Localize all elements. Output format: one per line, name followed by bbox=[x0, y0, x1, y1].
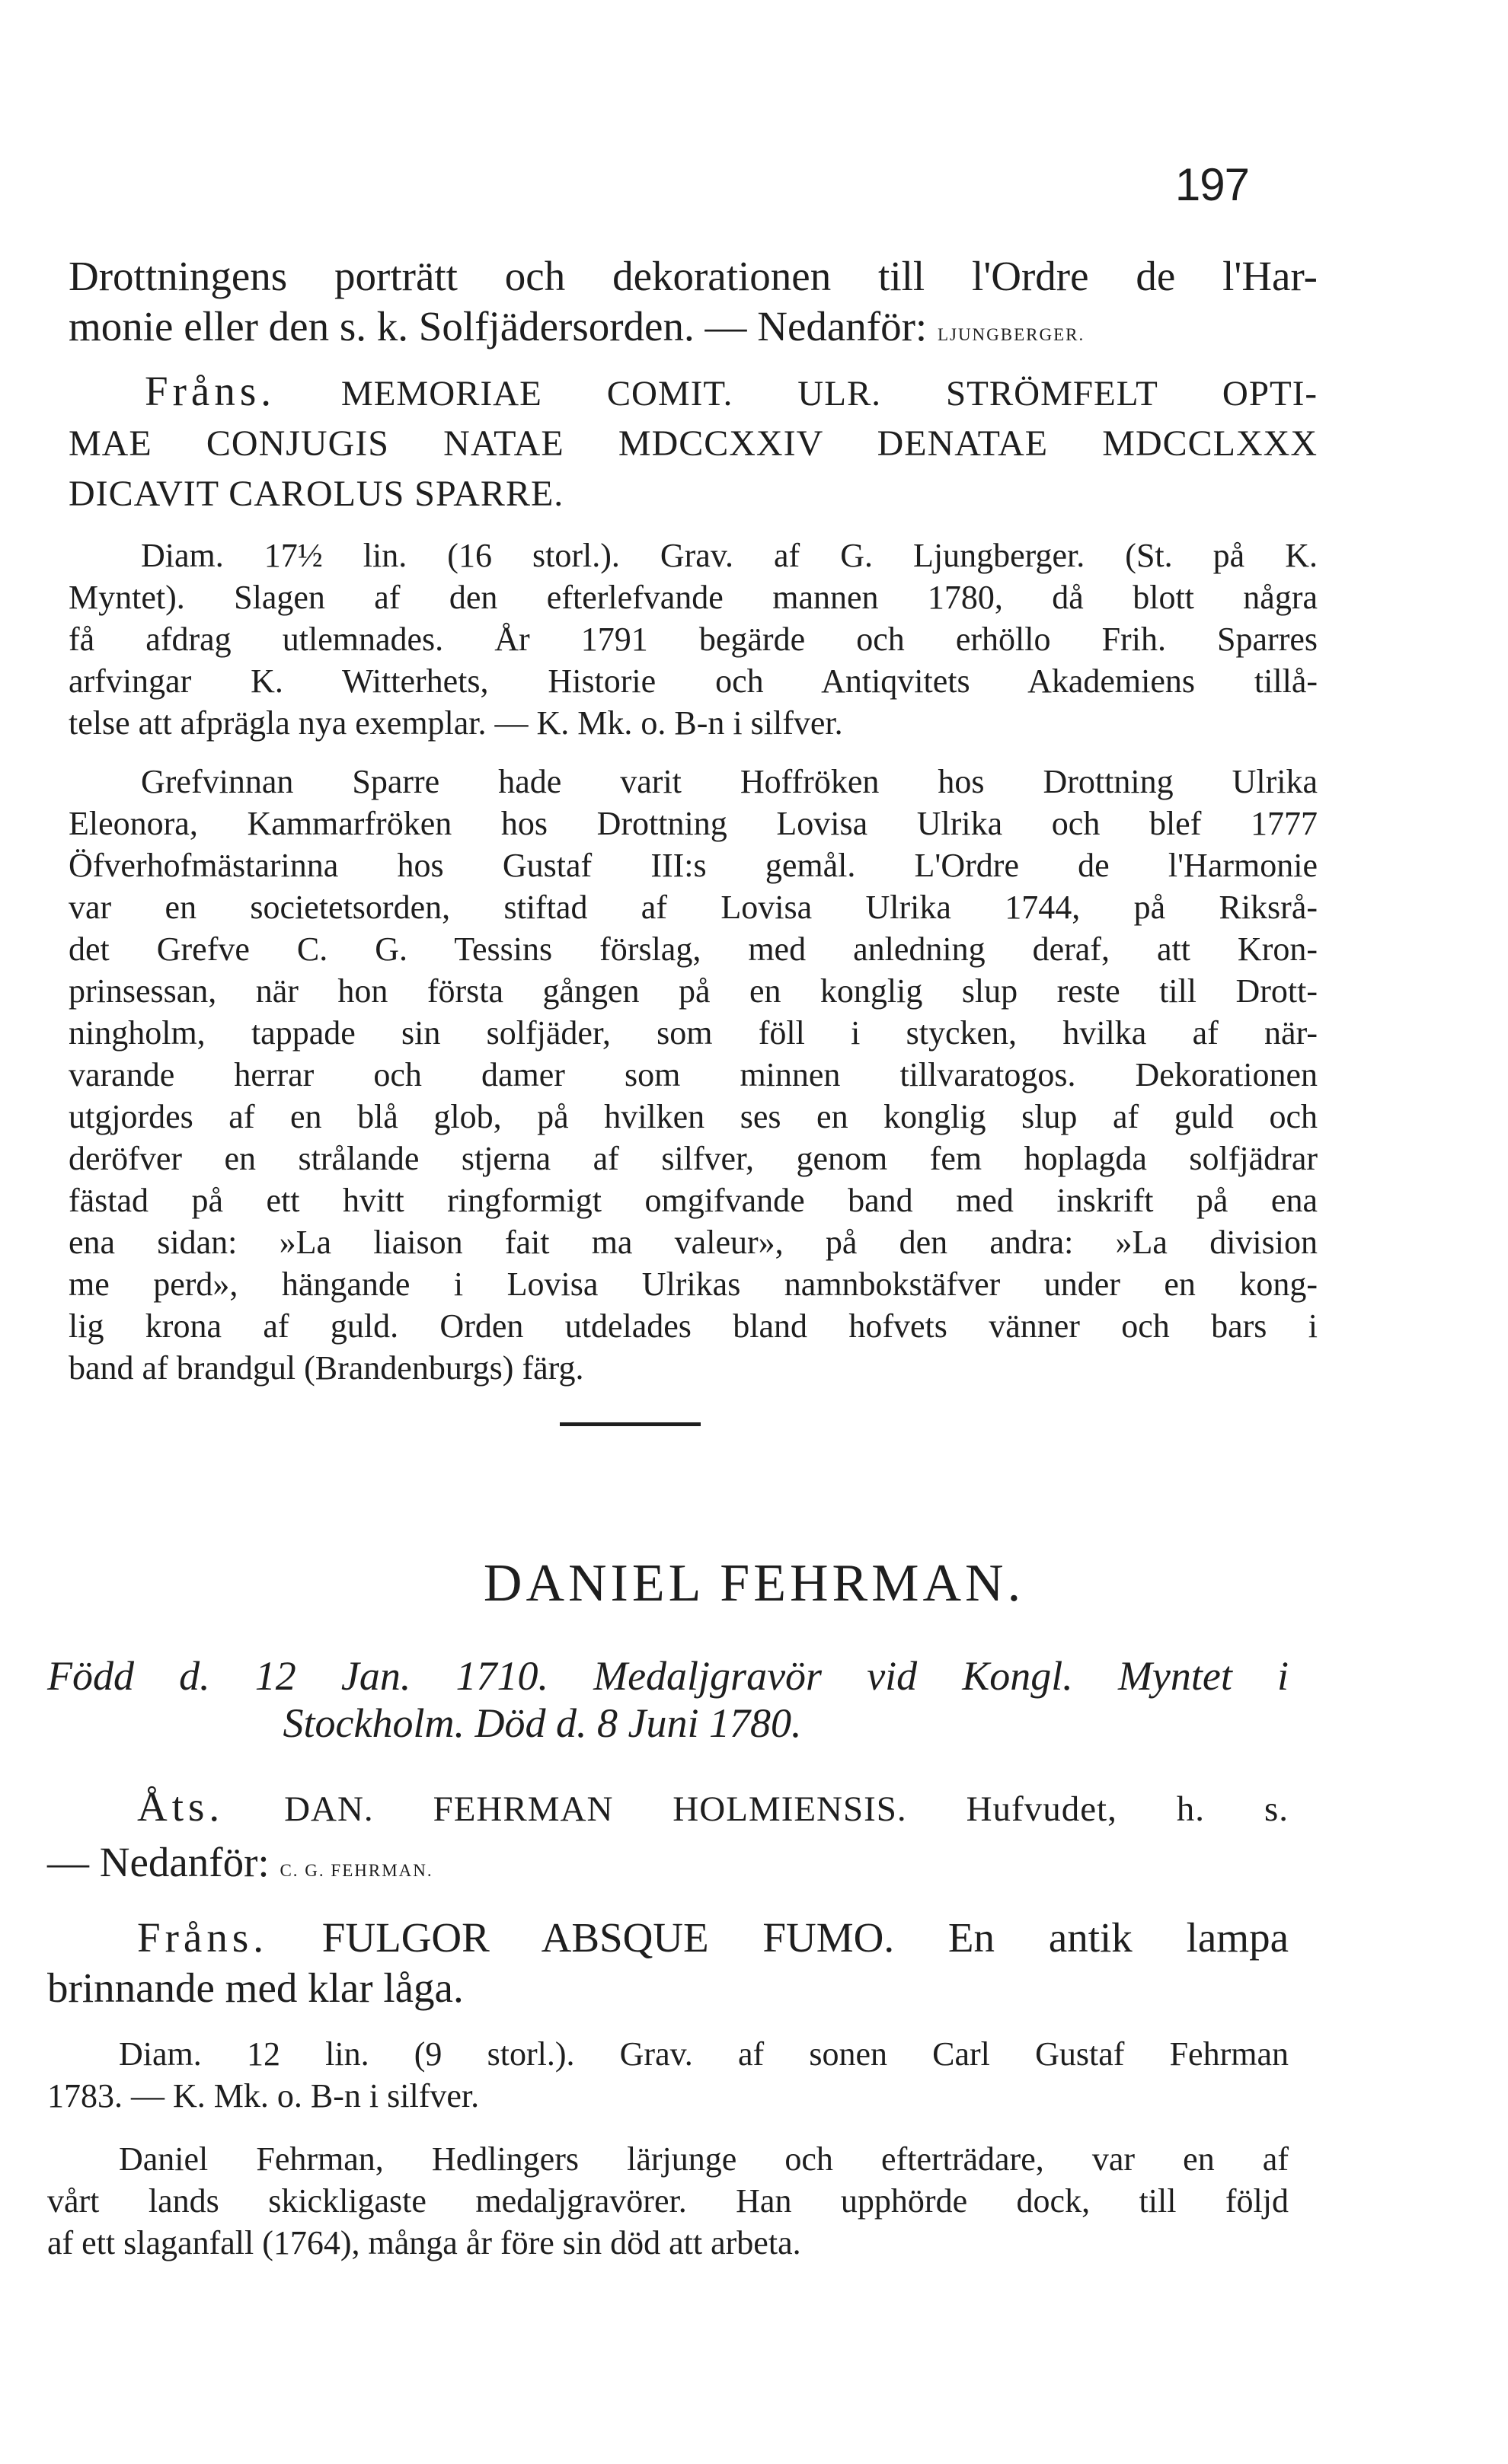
frans-label: Fråns. bbox=[145, 368, 276, 414]
note-line: Diam. 17½ lin. (16 storl.). Grav. af G. Ljungberger. (St. på K. bbox=[141, 537, 1318, 574]
frans-label: Fråns. bbox=[137, 1914, 268, 1961]
diameter-note bbox=[69, 535, 1318, 744]
engraver-signature: C. G. FEHRMAN. bbox=[280, 1861, 433, 1880]
reverse-inscription: FULGOR ABSQUE FUMO. En antik lampa bbox=[321, 1914, 1289, 1961]
section-heading: DANIEL FEHRMAN. bbox=[483, 1554, 1025, 1613]
note-line: få afdrag utlemnades. År 1791 begärde och erhöllo Frih. Sparres bbox=[69, 621, 1318, 658]
bio-line: Född d. 12 Jan. 1710. Medaljgravör vid Kongl. Myntet i bbox=[47, 1653, 1289, 1699]
section-divider bbox=[560, 1422, 701, 1426]
nedanfor-text: — Nedanför: bbox=[47, 1839, 280, 1885]
body-line: vårt lands skickligaste medaljgravörer. Han upphörde dock, till följd bbox=[47, 2182, 1289, 2220]
obverse-inscription: DAN. FEHRMAN HOLMIENSIS. Hufvudet, h. s. bbox=[284, 1789, 1289, 1829]
body-line: Eleonora, Kammarfröken hos Drottning Lovisa Ulrika och blef 1777 bbox=[69, 805, 1318, 842]
medal-entry-sparre bbox=[69, 251, 1318, 1389]
reverse-line: brinnande med klar låga. bbox=[47, 1964, 464, 2011]
body-line: lig krona af guld. Orden utdelades bland hofvets vänner och bars i bbox=[69, 1307, 1318, 1345]
obverse-signature-line bbox=[47, 1837, 1289, 1896]
note-line: Diam. 12 lin. (9 storl.). Grav. af sonen Carl Gustaf Fehrman bbox=[119, 2035, 1289, 2073]
body-line: var en societetsorden, stiftad af Lovisa Ulrika 1744, på Riksrå- bbox=[69, 889, 1318, 926]
body-paragraph bbox=[69, 761, 1318, 1389]
reverse-inscription: MAE CONJUGIS NATAE MDCCXXIV DENATAE MDCCLXXX bbox=[69, 423, 1318, 464]
diameter-note bbox=[47, 2033, 1289, 2117]
body-paragraph bbox=[47, 2138, 1289, 2264]
reverse-inscription: DICAVIT CAROLUS SPARRE. bbox=[69, 474, 564, 514]
note-line: arfvingar K. Witterhets, Historie och Antiqvitets Akademiens tillå- bbox=[69, 662, 1318, 700]
body-line: varande herrar och damer som minnen tillvaratogos. Dekorationen bbox=[69, 1056, 1318, 1093]
body-line: af ett slaganfall (1764), många år före sin död att arbeta. bbox=[47, 2224, 801, 2261]
body-line: deröfver en strålande stjerna af silfver, genom fem hoplagda solfjädrar bbox=[69, 1140, 1318, 1177]
engraver-signature: LJUNGBERGER. bbox=[937, 325, 1085, 344]
reverse-inscription: MEMORIAE COMIT. ULR. STRÖMFELT OPTI- bbox=[340, 374, 1318, 413]
body-line: me perd», hängande i Lovisa Ulrikas namnbokstäfver under en kong- bbox=[69, 1266, 1318, 1303]
bio-line: Stockholm. Död d. 8 Juni 1780. bbox=[283, 1700, 802, 1746]
intro-text: monie eller den s. k. Solfjädersorden. — Nedanför: bbox=[69, 303, 938, 349]
body-line: utgjordes af en blå glob, på hvilken ses en konglig slup af guld och bbox=[69, 1098, 1318, 1135]
page-number: 197 bbox=[1174, 159, 1249, 210]
reverse-line bbox=[69, 366, 1318, 419]
body-line: band af brandgul (Brandenburgs) färg. bbox=[69, 1349, 584, 1387]
body-line: prinsessan, när hon första gången på en konglig slup reste till Drott- bbox=[69, 972, 1318, 1010]
body-line: fästad på ett hvitt ringformigt omgifvande band med inskrift på ena bbox=[69, 1182, 1318, 1219]
body-line: Daniel Fehrman, Hedlingers lärjunge och efterträdare, var en af bbox=[119, 2140, 1289, 2178]
body-line: ena sidan: »La liaison fait ma valeur», på den andra: »La division bbox=[69, 1224, 1318, 1261]
obverse-line bbox=[47, 1782, 1289, 1834]
reverse-line bbox=[47, 1913, 1289, 1963]
body-line: Öfverhofmästarinna hos Gustaf III:s gemål. L'Ordre de l'Harmonie bbox=[69, 847, 1318, 884]
note-line: telse att afprägla nya exemplar. — K. Mk. o. B-n i silfver. bbox=[69, 704, 843, 742]
body-line: ningholm, tappade sin solfjäder, som föll i stycken, hvilka af när- bbox=[69, 1014, 1318, 1052]
note-line: Myntet). Slagen af den efterlefvande mannen 1780, då blott några bbox=[69, 579, 1318, 616]
body-line: det Grefve C. G. Tessins förslag, med anledning deraf, att Kron- bbox=[69, 930, 1318, 968]
medal-entry-fehrman bbox=[47, 1652, 1289, 2264]
note-line: 1783. — K. Mk. o. B-n i silfver. bbox=[47, 2077, 480, 2115]
ats-label: Åts. bbox=[137, 1783, 225, 1830]
intro-line bbox=[69, 302, 1318, 360]
body-line: Grefvinnan Sparre hade varit Hoffröken hos Drottning Ulrika bbox=[141, 763, 1318, 800]
intro-line: Drottningens porträtt och dekorationen till l'Ordre de l'Har- bbox=[69, 253, 1318, 299]
